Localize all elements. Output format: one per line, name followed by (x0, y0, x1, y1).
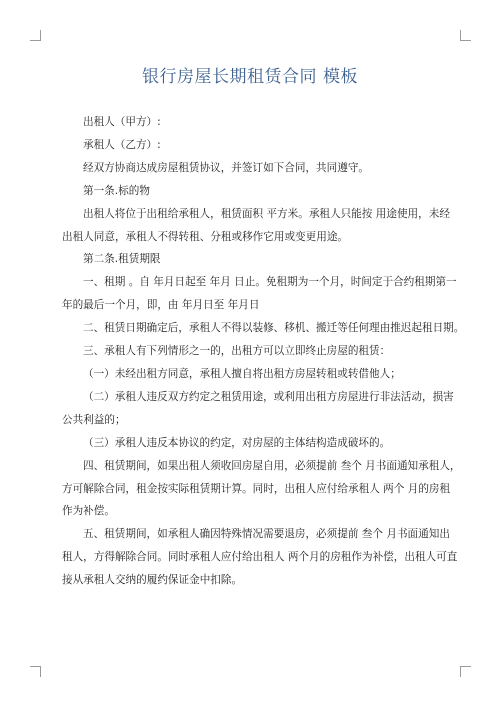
paragraph-line: 出租人同意，承租人不得转租、分租或移作它用或变更用途。 (62, 230, 349, 243)
paragraph-line: 作为补偿。 (62, 505, 115, 518)
paragraph-line: 出租人将位于出租给承租人，租赁面积 平方米。承租人只能按 用途使用，未经 (83, 207, 450, 220)
paragraph-line: 三、承租人有下列情形之一的，出租方可以立即终止房屋的租赁： (83, 345, 391, 358)
document-body (62, 111, 465, 592)
paragraph-line: 二、租赁日期确定后，承租人不得以装修、移机、搬迁等任何理由推迟起租日期。 (83, 322, 465, 335)
agreement-intro: 经双方协商达成房屋租赁协议，并签订如下合同，共同遵守。 (83, 161, 370, 174)
article-1-heading: 第一条.标的物 (83, 184, 150, 197)
page-corner-mark-bottom-left (30, 666, 41, 677)
lessee-line: 承租人（乙方）: (83, 138, 161, 151)
lessor-line: 出租人（甲方）: (83, 116, 161, 128)
page-corner-mark-top-left (30, 30, 41, 41)
paragraph-line: 租人，方得解除合同。同时承租人应付给出租人 两个月的房租作为补偿，出租人可直 (62, 551, 458, 564)
page-corner-mark-bottom-right (460, 666, 471, 677)
article-2-heading: 第二条.租赁期限 (83, 253, 161, 266)
paragraph-line: （一）未经出租方同意，承租人擅自将出租方房屋转租或转借他人； (83, 367, 401, 380)
paragraph-line: （二）承租人违反双方约定之租赁用途，或利用出租方房屋进行非法活动，损害 (83, 390, 454, 403)
paragraph-line: 五、租赁期间，如承租人确因特殊情况需要退房，必须提前 叁个 月书面通知出 (83, 528, 450, 541)
paragraph-line: 一、租期 。自 年月日起至 年月 日止。免租期为一个月，时间定于合约租期第一 (83, 276, 457, 289)
page-corner-mark-top-right (460, 30, 471, 41)
paragraph-line: 公共利益的； (62, 413, 126, 426)
document-title: 银行房屋长期租赁合同 模板 (142, 67, 358, 87)
paragraph-line: 方可解除合同，租金按实际租赁期计算。同时，出租人应付给承租人 两个 月的房租 (62, 482, 451, 495)
paragraph-line: 接从承租人交纳的履约保证金中扣除。 (62, 574, 243, 587)
paragraph-line: 四、租赁期间，如果出租人须收回房屋自用，必须提前 叁个 月书面通知承租人， (83, 459, 461, 472)
paragraph-line: （三）承租人违反本协议的约定，对房屋的主体结构造成破坏的。 (83, 436, 391, 449)
paragraph-line: 年的最后一个月，即，由 年月日至 年月日 (62, 299, 260, 312)
